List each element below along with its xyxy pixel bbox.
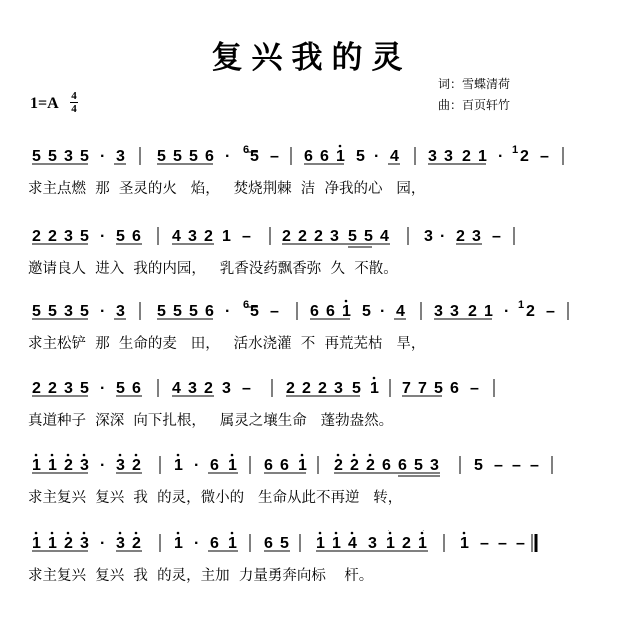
svg-text:–: – — [270, 303, 279, 320]
svg-text:5: 5 — [32, 303, 41, 320]
svg-text:3: 3 — [116, 457, 125, 474]
svg-text:3: 3 — [64, 303, 73, 320]
svg-text:6: 6 — [132, 228, 141, 245]
svg-text:–: – — [540, 148, 549, 165]
svg-text:2: 2 — [48, 380, 57, 397]
svg-text:5: 5 — [348, 228, 357, 245]
svg-text:3: 3 — [116, 535, 125, 552]
svg-text:5: 5 — [80, 228, 89, 245]
svg-text:2: 2 — [366, 457, 375, 474]
song-title: 复兴我的灵 — [211, 40, 412, 76]
lyric-line-5: 求主复兴 复兴 我 的灵，微小的 生命从此不再逆 转， — [28, 490, 403, 506]
svg-text:6: 6 — [382, 457, 391, 474]
svg-text:2: 2 — [64, 457, 73, 474]
svg-text:2: 2 — [318, 380, 327, 397]
svg-text:2: 2 — [468, 303, 477, 320]
notation-line-3 — [0, 298, 623, 334]
svg-text:3: 3 — [424, 228, 433, 245]
svg-text:–: – — [492, 228, 501, 245]
svg-text:3: 3 — [368, 535, 377, 552]
svg-text:5: 5 — [364, 228, 373, 245]
svg-text:2: 2 — [286, 380, 295, 397]
svg-text:2: 2 — [526, 303, 535, 320]
notation-line-5 — [0, 452, 623, 488]
svg-text:6: 6 — [210, 535, 219, 552]
staff-line-4 — [0, 375, 623, 445]
staff-line-2 — [0, 223, 623, 293]
svg-text:1: 1 — [48, 535, 57, 552]
svg-text:1: 1 — [32, 457, 41, 474]
svg-text:·: · — [194, 535, 200, 552]
svg-text:5: 5 — [414, 457, 423, 474]
svg-text:·: · — [225, 303, 231, 320]
svg-text:2: 2 — [314, 228, 323, 245]
svg-text:·: · — [100, 457, 106, 474]
svg-text:5: 5 — [80, 148, 89, 165]
svg-text:1: 1 — [228, 457, 237, 474]
svg-text:2: 2 — [456, 228, 465, 245]
svg-text:1: 1 — [316, 535, 325, 552]
svg-text:3: 3 — [330, 228, 339, 245]
svg-text:2: 2 — [350, 457, 359, 474]
notation-line-6 — [0, 530, 623, 566]
svg-text:6: 6 — [398, 457, 407, 474]
svg-text:5: 5 — [80, 303, 89, 320]
svg-text:1: 1 — [222, 228, 231, 245]
svg-text:3: 3 — [450, 303, 459, 320]
svg-text:5: 5 — [434, 380, 443, 397]
svg-text:2: 2 — [132, 457, 141, 474]
svg-text:·: · — [225, 148, 231, 165]
svg-text:6: 6 — [310, 303, 319, 320]
svg-text:6: 6 — [320, 148, 329, 165]
lyric-line-2: 邀请良人 进入 我的内园， 乳香没药飘香弥 久 不散。 — [28, 261, 398, 277]
svg-text:2: 2 — [204, 228, 213, 245]
svg-text:5: 5 — [250, 303, 259, 320]
svg-text:7: 7 — [402, 380, 411, 397]
svg-text:–: – — [498, 535, 507, 552]
staff-line-6 — [0, 530, 623, 600]
svg-text:–: – — [494, 457, 503, 474]
svg-text:1: 1 — [332, 535, 341, 552]
svg-text:5: 5 — [173, 148, 182, 165]
svg-text:1: 1 — [386, 535, 395, 552]
time-signature-top: 4 — [71, 90, 77, 102]
lyric-line-1: 求主点燃 那 圣灵的火 焰， 焚烧荆棘 洁 净我的心 园， — [28, 181, 426, 197]
staff-line-3 — [0, 298, 623, 368]
svg-text:5: 5 — [352, 380, 361, 397]
svg-text:3: 3 — [444, 148, 453, 165]
notation-line-4 — [0, 375, 623, 411]
svg-text:5: 5 — [157, 148, 166, 165]
svg-text:–: – — [480, 535, 489, 552]
svg-text:4: 4 — [380, 228, 389, 245]
staff-line-5 — [0, 452, 623, 522]
staff-line-1 — [0, 143, 623, 213]
svg-text:3: 3 — [64, 380, 73, 397]
svg-text:1: 1 — [418, 535, 427, 552]
svg-text:1: 1 — [342, 303, 351, 320]
svg-text:5: 5 — [189, 303, 198, 320]
svg-text:2: 2 — [32, 380, 41, 397]
notation-line-1 — [0, 143, 623, 179]
svg-text:1: 1 — [174, 457, 183, 474]
svg-text:1: 1 — [228, 535, 237, 552]
svg-text:6: 6 — [326, 303, 335, 320]
svg-text:6: 6 — [243, 299, 250, 311]
svg-text:5: 5 — [116, 380, 125, 397]
credits — [438, 74, 510, 116]
svg-text:3: 3 — [334, 380, 343, 397]
svg-text:5: 5 — [48, 148, 57, 165]
svg-text:·: · — [374, 148, 380, 165]
svg-text:2: 2 — [302, 380, 311, 397]
svg-text:3: 3 — [80, 457, 89, 474]
svg-text:2: 2 — [520, 148, 529, 165]
lyric-line-3: 求主松铲 那 生命的麦 田， 活水浇灌 不 再荒芜枯 旱， — [28, 336, 426, 352]
svg-text:1: 1 — [518, 299, 525, 311]
svg-text:–: – — [530, 457, 539, 474]
time-signature-bottom: 4 — [71, 103, 77, 115]
svg-text:2: 2 — [204, 380, 213, 397]
svg-text:·: · — [100, 148, 106, 165]
svg-text:4: 4 — [348, 535, 357, 552]
svg-text:3: 3 — [430, 457, 439, 474]
composer-credit: 曲：百页轩竹 — [438, 98, 511, 112]
svg-text:1: 1 — [478, 148, 487, 165]
svg-text:3: 3 — [428, 148, 437, 165]
svg-text:2: 2 — [32, 228, 41, 245]
svg-text:·: · — [100, 228, 106, 245]
svg-text:6: 6 — [264, 457, 273, 474]
svg-text:6: 6 — [264, 535, 273, 552]
svg-text:·: · — [498, 148, 504, 165]
svg-text:5: 5 — [173, 303, 182, 320]
svg-text:5: 5 — [157, 303, 166, 320]
svg-text:–: – — [546, 303, 555, 320]
svg-text:1: 1 — [174, 535, 183, 552]
svg-text:2: 2 — [48, 228, 57, 245]
svg-text:1: 1 — [370, 380, 379, 397]
svg-text:·: · — [194, 457, 200, 474]
svg-text:6: 6 — [304, 148, 313, 165]
svg-text:4: 4 — [396, 303, 405, 320]
svg-text:–: – — [270, 148, 279, 165]
time-signature — [70, 91, 78, 114]
svg-text:5: 5 — [116, 228, 125, 245]
svg-text:2: 2 — [334, 457, 343, 474]
svg-text:4: 4 — [172, 380, 181, 397]
svg-text:5: 5 — [32, 148, 41, 165]
svg-text:–: – — [242, 228, 251, 245]
svg-text:1: 1 — [32, 535, 41, 552]
svg-text:1: 1 — [298, 457, 307, 474]
svg-text:1: 1 — [460, 535, 469, 552]
notation-line-2 — [0, 223, 623, 259]
svg-text:·: · — [100, 535, 106, 552]
svg-text:2: 2 — [402, 535, 411, 552]
svg-text:3: 3 — [472, 228, 481, 245]
svg-text:·: · — [440, 228, 446, 245]
svg-text:·: · — [100, 380, 106, 397]
lyric-line-4: 真道种子 深深 向下扎根， 属灵之壤生命 蓬勃盎然。 — [28, 413, 394, 429]
svg-text:3: 3 — [116, 303, 125, 320]
svg-text:2: 2 — [462, 148, 471, 165]
svg-text:5: 5 — [280, 535, 289, 552]
svg-text:1: 1 — [48, 457, 57, 474]
svg-text:6: 6 — [205, 148, 214, 165]
svg-text:·: · — [380, 303, 386, 320]
svg-text:3: 3 — [80, 535, 89, 552]
svg-text:–: – — [470, 380, 479, 397]
svg-text:·: · — [100, 303, 106, 320]
svg-text:4: 4 — [390, 148, 399, 165]
svg-text:6: 6 — [205, 303, 214, 320]
svg-text:–: – — [516, 535, 525, 552]
svg-text:2: 2 — [298, 228, 307, 245]
svg-text:5: 5 — [356, 148, 365, 165]
svg-text:4: 4 — [172, 228, 181, 245]
svg-text:2: 2 — [132, 535, 141, 552]
key-signature: 1=A — [30, 95, 59, 112]
svg-text:3: 3 — [222, 380, 231, 397]
svg-text:·: · — [504, 303, 510, 320]
svg-text:5: 5 — [474, 457, 483, 474]
svg-text:6: 6 — [280, 457, 289, 474]
svg-text:3: 3 — [116, 148, 125, 165]
svg-text:3: 3 — [434, 303, 443, 320]
svg-text:–: – — [512, 457, 521, 474]
svg-text:1: 1 — [336, 148, 345, 165]
svg-text:–: – — [242, 380, 251, 397]
svg-text:6: 6 — [132, 380, 141, 397]
svg-text:3: 3 — [188, 228, 197, 245]
svg-text:5: 5 — [80, 380, 89, 397]
svg-text:1: 1 — [484, 303, 493, 320]
svg-text:5: 5 — [362, 303, 371, 320]
svg-text:5: 5 — [250, 148, 259, 165]
svg-text:6: 6 — [210, 457, 219, 474]
svg-text:6: 6 — [243, 144, 250, 156]
svg-text:7: 7 — [418, 380, 427, 397]
svg-text:5: 5 — [189, 148, 198, 165]
svg-text:2: 2 — [64, 535, 73, 552]
svg-text:3: 3 — [64, 148, 73, 165]
svg-text:2: 2 — [282, 228, 291, 245]
svg-text:1: 1 — [512, 144, 519, 156]
lyricist-credit: 词：雪蝶清荷 — [438, 77, 511, 91]
svg-text:3: 3 — [188, 380, 197, 397]
svg-text:6: 6 — [450, 380, 459, 397]
lyric-line-6: 求主复兴 复兴 我 的灵，主加 力量勇奔向标 杆。 — [28, 568, 374, 584]
svg-text:3: 3 — [64, 228, 73, 245]
svg-text:5: 5 — [48, 303, 57, 320]
